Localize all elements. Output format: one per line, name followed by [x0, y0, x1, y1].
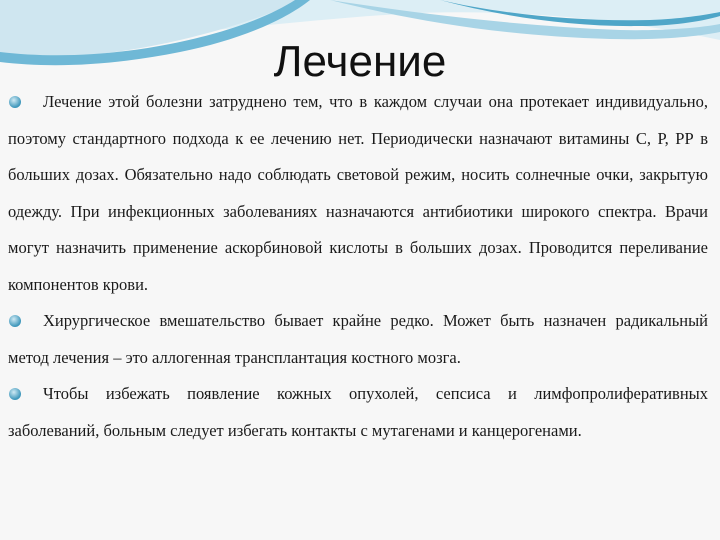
bullet-circle-icon — [8, 387, 22, 401]
bullet-item-1 — [8, 84, 708, 303]
bullet-text: Лечение этой болезни затруднено тем, что в каждом случаи она протекает индивидуально, поэтому стандартного подхода к ее лечению нет. Периодически назначают витамины С, Р, РР в больших дозах. Обязательно надо соблюдать световой режим, носить солнечные очки, закрытую одежду. При инфекционных заболеваниях назначаются антибиотики широкого спектра. Врачи могут назначить применение аскорбиновой кислоты в больших дозах. Проводится переливание компонентов крови. — [8, 92, 708, 294]
bullet-text: Чтобы избежать появление кожных опухолей, сепсиса и лимфопролиферативных заболеваний, больным следует избегать контакты с мутагенами и канцерогенами. — [8, 384, 708, 440]
bullet-circle-icon — [8, 314, 22, 328]
bullet-item-3 — [8, 376, 708, 449]
bullet-text: Хирургическое вмешательство бывает крайне редко. Может быть назначен радикальный метод лечения – это аллогенная трансплантация костного мозга. — [8, 311, 708, 367]
bullet-circle-icon — [8, 95, 22, 109]
bullet-item-2 — [8, 303, 708, 376]
slide-content — [8, 84, 708, 449]
slide-title: Лечение — [273, 37, 447, 86]
